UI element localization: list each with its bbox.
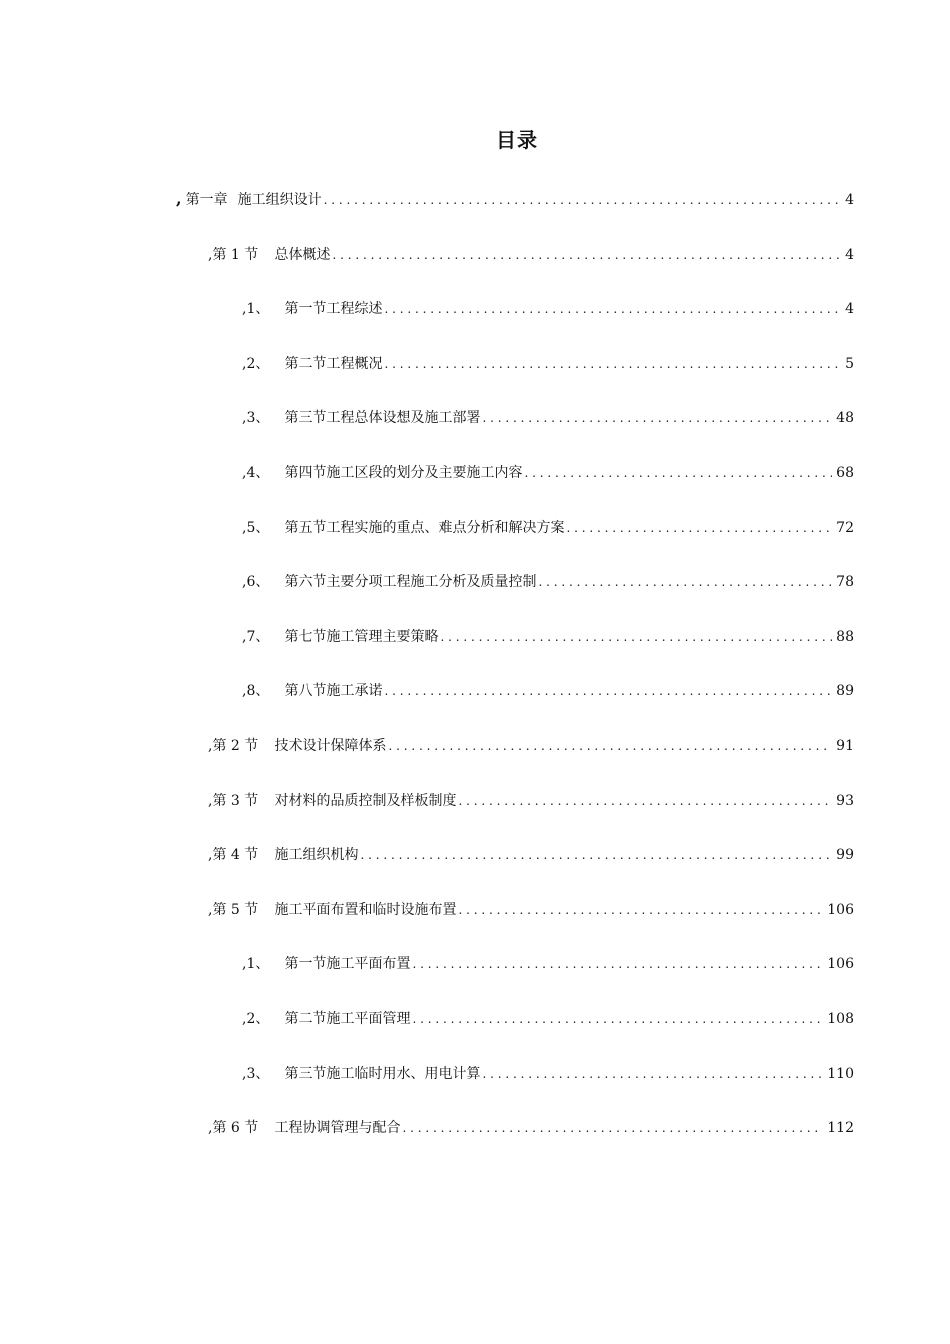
toc-entry-leader-dots (332, 246, 841, 264)
toc-entry-label (208, 246, 332, 264)
toc-entry-text: 工程协调管理与配合 (274, 1120, 401, 1136)
toc-entry[interactable] (242, 949, 854, 973)
toc-entry[interactable] (242, 513, 854, 537)
toc-entry-index: 第 3 节 (212, 793, 259, 809)
toc-entry-index: 第 6 节 (212, 1120, 259, 1136)
toc-entry-label (176, 190, 324, 209)
toc-entry-index: 第一章 (185, 192, 228, 208)
toc-entry-label (242, 1010, 412, 1028)
toc-entry-prefix: , (242, 301, 247, 317)
toc-entry-leader-dots (482, 1065, 823, 1083)
toc-entry-prefix: , (176, 189, 182, 208)
toc-entry-index: 6、 (246, 574, 270, 590)
toc-entry-prefix: , (242, 956, 247, 972)
toc-entry-page-number: 72 (836, 520, 854, 536)
toc-entry-text: 第四节施工区段的划分及主要施工内容 (284, 465, 523, 481)
toc-entry-prefix: , (242, 410, 247, 426)
toc-entry-leader-dots (412, 955, 823, 973)
toc-entry-text: 第二节工程概况 (284, 356, 383, 372)
toc-entry-index: 7、 (246, 629, 270, 645)
toc-entry-index: 5、 (246, 520, 270, 536)
toc-entry-page-number: 5 (845, 356, 854, 372)
toc-entry-leader-dots (458, 792, 832, 810)
toc-entry[interactable] (242, 1059, 854, 1083)
toc-entry-leader-dots (524, 464, 832, 482)
toc-entry-page-number: 106 (827, 902, 854, 918)
toc-entry-page-number: 89 (836, 683, 854, 699)
toc-entry-prefix: , (242, 629, 247, 645)
toc-entry-label (208, 1119, 402, 1137)
toc-entry-text: 对材料的品质控制及样板制度 (274, 793, 457, 809)
toc-entry-prefix: , (208, 902, 213, 918)
toc-entry[interactable] (208, 1113, 854, 1137)
toc-entry[interactable] (242, 622, 854, 646)
toc-entry-prefix: , (208, 738, 213, 754)
toc-entry-leader-dots (384, 682, 832, 700)
toc-entry-index: 第 1 节 (212, 247, 259, 263)
toc-entry-text: 总体概述 (274, 247, 331, 263)
toc-entry-text: 施工组织机构 (274, 847, 359, 863)
toc-entry-text: 第三节施工临时用水、用电计算 (284, 1066, 481, 1082)
toc-entry-leader-dots (566, 519, 832, 537)
toc-entry-text: 技术设计保障体系 (274, 738, 387, 754)
toc-entry-label (242, 300, 384, 318)
toc-entry-text: 第一节工程综述 (284, 301, 383, 317)
toc-entry-index: 1、 (246, 301, 270, 317)
toc-entry-page-number: 78 (836, 574, 854, 590)
toc-entry-index: 2、 (246, 1011, 270, 1027)
toc-entry-page-number: 93 (836, 793, 854, 809)
toc-entry-label (242, 1065, 482, 1083)
toc-entry[interactable] (176, 185, 854, 209)
toc-entry-index: 第 4 节 (212, 847, 259, 863)
toc-entry-prefix: , (242, 1011, 247, 1027)
toc-title: 目录 (496, 128, 538, 152)
toc-entry[interactable] (208, 895, 854, 919)
toc-entry-prefix: , (242, 356, 247, 372)
toc-entry[interactable] (242, 294, 854, 318)
toc-entry-label (208, 737, 388, 755)
toc-entry-index: 4、 (246, 465, 270, 481)
toc-entry-text: 第八节施工承诺 (284, 683, 383, 699)
toc-entry-label (242, 355, 384, 373)
toc-entry-prefix: , (242, 683, 247, 699)
toc-entry[interactable] (208, 240, 854, 264)
toc-entry[interactable] (242, 567, 854, 591)
toc-entry-page-number: 91 (836, 738, 854, 754)
toc-entry-page-number: 99 (836, 847, 854, 863)
toc-entry-label (242, 955, 412, 973)
toc-entry-label (242, 573, 538, 591)
toc-entry-leader-dots (458, 901, 823, 919)
toc-entry-leader-dots (324, 191, 842, 209)
toc-entry-label (242, 628, 440, 646)
toc-entry-prefix: , (208, 247, 213, 263)
toc-entry-page-number: 4 (845, 247, 854, 263)
toc-entry-prefix: , (208, 1120, 213, 1136)
toc-entry-prefix: , (242, 1066, 247, 1082)
toc-entry-index: 2、 (246, 356, 270, 372)
toc-entry-page-number: 110 (827, 1066, 854, 1082)
toc-entry-page-number: 68 (836, 465, 854, 481)
toc-entry-leader-dots (538, 573, 832, 591)
toc-entry-text: 第三节工程总体设想及施工部署 (284, 410, 481, 426)
toc-entry-text: 第一节施工平面布置 (284, 956, 411, 972)
toc-entry-label (242, 519, 566, 537)
toc-entry[interactable] (208, 786, 854, 810)
toc-entry[interactable] (208, 731, 854, 755)
toc-entry-text: 第五节工程实施的重点、难点分析和解决方案 (284, 520, 565, 536)
toc-entry[interactable] (208, 840, 854, 864)
toc-entry-leader-dots (412, 1010, 823, 1028)
toc-entry-prefix: , (242, 520, 247, 536)
toc-entry[interactable] (242, 1004, 854, 1028)
toc-entry-label (208, 846, 360, 864)
toc-entry-index: 1、 (246, 956, 270, 972)
toc-entry-label (242, 464, 524, 482)
toc-entry-leader-dots (440, 628, 832, 646)
toc-entry[interactable] (242, 676, 854, 700)
toc-entry-leader-dots (360, 846, 832, 864)
toc-entry-prefix: , (208, 793, 213, 809)
toc-entry-index: 第 2 节 (212, 738, 259, 754)
toc-entry-page-number: 4 (845, 301, 854, 317)
toc-entry-page-number: 108 (827, 1011, 854, 1027)
toc-entry-leader-dots (482, 409, 832, 427)
toc-entry-page-number: 48 (836, 410, 854, 426)
toc-entry-label (242, 682, 384, 700)
toc-entry[interactable] (242, 403, 854, 427)
toc-entry-index: 3、 (246, 410, 270, 426)
toc-entry-text: 第六节主要分项工程施工分析及质量控制 (284, 574, 537, 590)
toc-entry-page-number: 112 (827, 1120, 854, 1136)
toc-entry-prefix: , (242, 574, 247, 590)
toc-entry[interactable] (242, 349, 854, 373)
toc-entry-index: 3、 (246, 1066, 270, 1082)
toc-entry-leader-dots (384, 355, 841, 373)
toc-entry-text: 施工组织设计 (237, 192, 322, 208)
toc-entry-page-number: 106 (827, 956, 854, 972)
toc-entry[interactable] (242, 458, 854, 482)
toc-entry-leader-dots (402, 1119, 823, 1137)
toc-entry-prefix: , (208, 847, 213, 863)
toc-entry-leader-dots (388, 737, 832, 755)
toc-entry-text: 施工平面布置和临时设施布置 (274, 902, 457, 918)
toc-entry-text: 第二节施工平面管理 (284, 1011, 411, 1027)
toc-entry-label (208, 901, 458, 919)
toc-entry-prefix: , (242, 465, 247, 481)
toc-entry-page-number: 4 (845, 192, 854, 208)
toc-entry-index: 8、 (246, 683, 270, 699)
toc-entry-label (242, 409, 482, 427)
toc-entry-text: 第七节施工管理主要策略 (284, 629, 439, 645)
toc-entry-leader-dots (384, 300, 841, 318)
toc-entry-index: 第 5 节 (212, 902, 259, 918)
toc-entry-label (208, 792, 458, 810)
toc-entry-page-number: 88 (836, 629, 854, 645)
